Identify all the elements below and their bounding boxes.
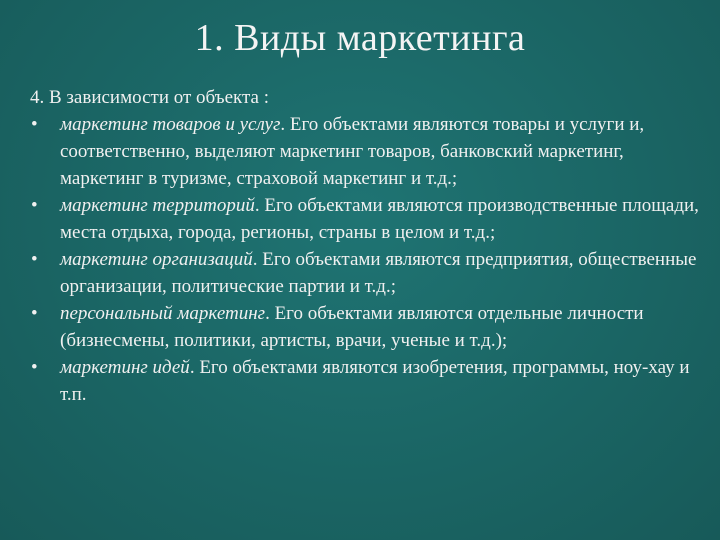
- item-term: маркетинг организаций: [60, 249, 253, 270]
- slide-content: [30, 84, 702, 408]
- bullet-icon: •: [31, 249, 38, 270]
- bullet-icon: •: [31, 195, 38, 216]
- item-text: . Его объектами являются отдельные личности (бизнесмены, политики, артисты, врачи, ученые и т.д.);: [60, 303, 644, 351]
- item-text: . Его объектами являются товары и услуги и, соответственно, выделяют маркетинг товаров, банковский маркетинг, маркетинг в туризме, страховой маркетинг и т.д.;: [60, 114, 645, 189]
- intro-line: 4. В зависимости от объекта :: [30, 87, 269, 108]
- item-text: . Его объектами являются изобретения, программы, ноу-хау и т.п.: [60, 357, 690, 405]
- item-term: персональный маркетинг: [60, 303, 266, 324]
- item-term: маркетинг идей: [60, 357, 190, 378]
- item-term: маркетинг товаров и услуг: [60, 114, 281, 135]
- list-item: [30, 246, 702, 300]
- list-item: [30, 192, 702, 246]
- bullet-icon: •: [31, 303, 38, 324]
- list-item: [30, 111, 702, 192]
- bullet-list: [30, 111, 702, 408]
- bullet-icon: •: [31, 357, 38, 378]
- list-item: [30, 354, 702, 408]
- list-item: [30, 300, 702, 354]
- item-text: . Его объектами являются производственные площади, места отдыха, города, регионы, страны в целом и т.д.;: [60, 195, 699, 243]
- item-text: . Его объектами являются предприятия, общественные организации, политические партии и т.д.;: [60, 249, 697, 297]
- bullet-icon: •: [31, 114, 38, 135]
- item-term: маркетинг территорий: [60, 195, 255, 216]
- slide-title: 1. Виды маркетинга: [194, 17, 526, 59]
